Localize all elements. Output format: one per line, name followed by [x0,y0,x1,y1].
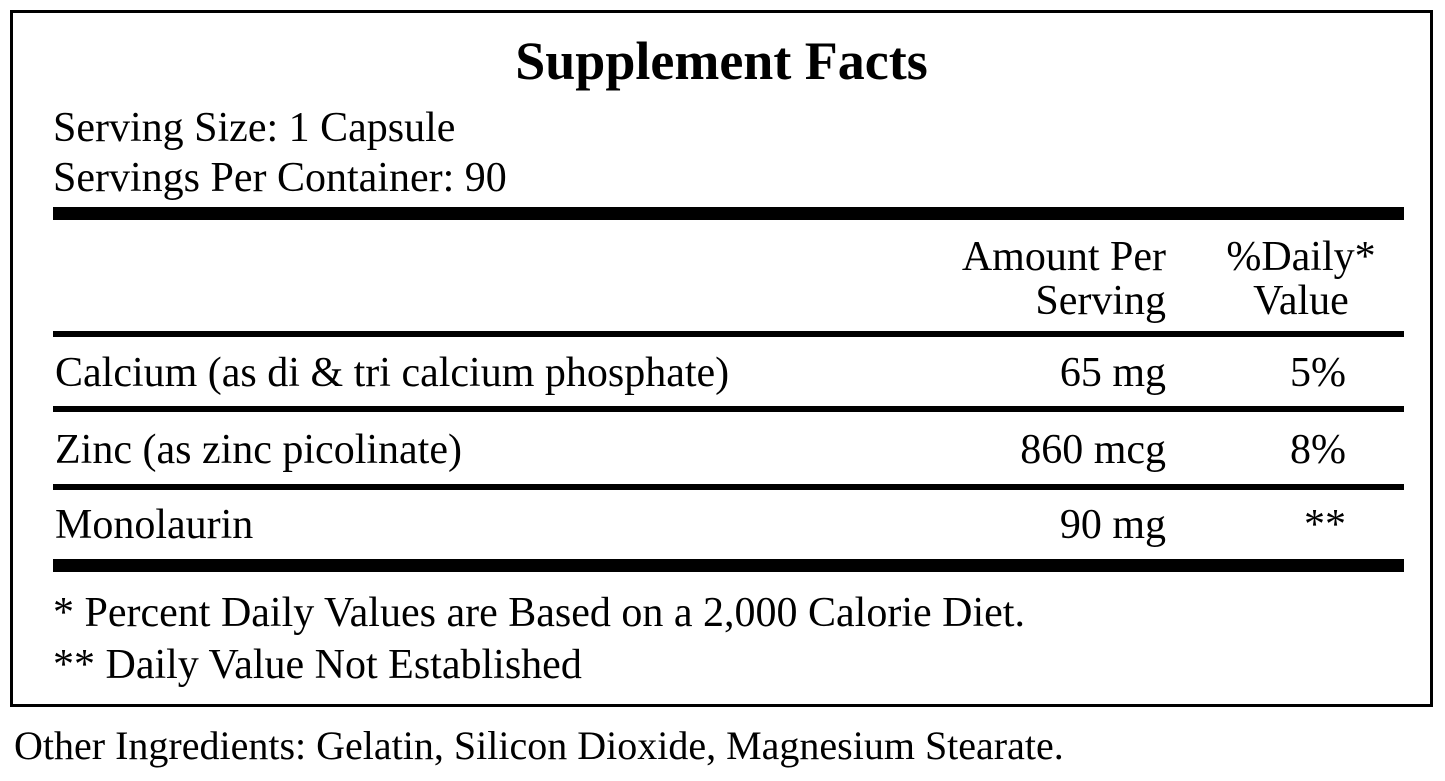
nutrient-daily-value: ** [1304,502,1346,548]
nutrient-name: Calcium (as di & tri calcium phosphate) [55,350,730,396]
column-header-amount-line1: Amount Per [961,234,1166,280]
divider-row [53,484,1404,490]
footnote-not-established: ** Daily Value Not Established [53,642,582,688]
servings-per-container: Servings Per Container: 90 [53,155,507,201]
nutrient-name: Monolaurin [55,502,254,548]
divider-thick-top [53,207,1404,220]
nutrient-amount: 860 mcg [1020,427,1166,473]
nutrient-name: Zinc (as zinc picolinate) [55,427,462,473]
nutrient-amount: 65 mg [1059,350,1166,396]
column-header-dv-line1: %Daily* [1226,234,1376,280]
column-header-daily-value [1196,235,1406,323]
column-header-dv-line2: Value [1253,278,1349,324]
divider-thick-bottom [53,559,1404,572]
divider-header [53,331,1404,337]
footnote-daily-values: * Percent Daily Values are Based on a 2,000 Calorie Diet. [53,590,1025,636]
column-header-amount-line2: Serving [1035,278,1166,324]
nutrient-daily-value: 8% [1290,427,1346,473]
other-ingredients: Other Ingredients: Gelatin, Silicon Dioxide, Magnesium Stearate. [14,723,1064,768]
serving-size: Serving Size: 1 Capsule [53,105,456,151]
supplement-facts-panel [10,10,1433,707]
divider-row [53,406,1404,412]
nutrient-amount: 90 mg [1059,502,1166,548]
panel-title: Supplement Facts [515,31,928,91]
column-header-amount [962,235,1166,323]
nutrient-daily-value: 5% [1290,350,1346,396]
